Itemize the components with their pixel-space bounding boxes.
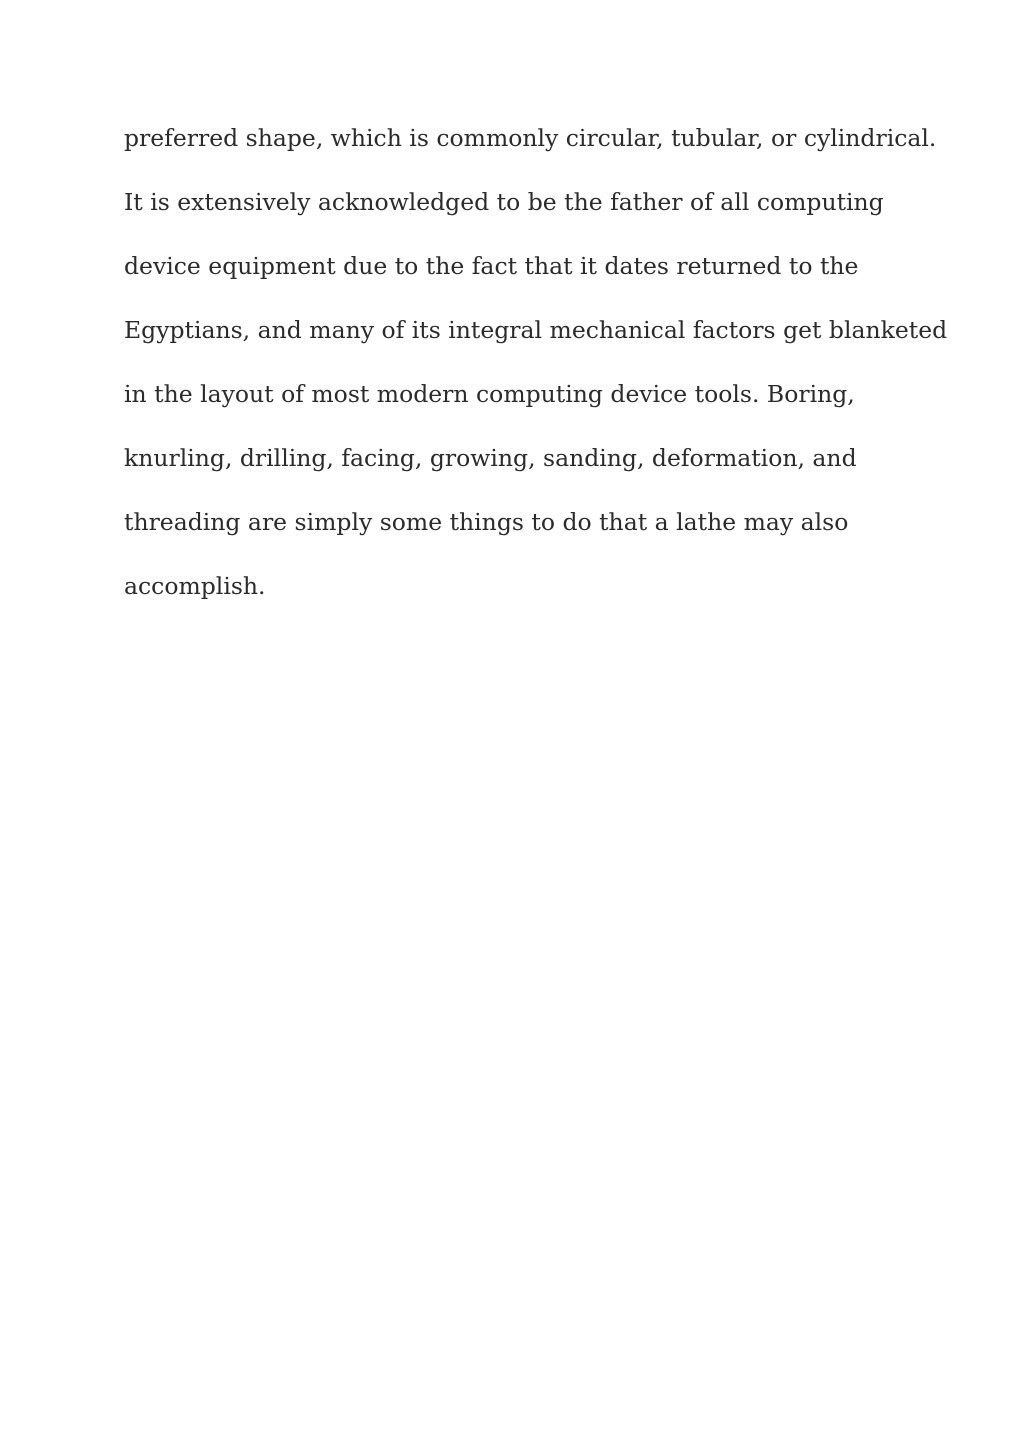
text-line: in the layout of most modern computing device tools. Boring, xyxy=(124,380,855,408)
text-line: preferred shape, which is commonly circular, tubular, or cylindrical. xyxy=(124,124,937,152)
text-line: accomplish. xyxy=(124,572,266,600)
text-line: threading are simply some things to do that a lathe may also xyxy=(124,508,849,536)
text-line: device equipment due to the fact that it dates returned to the xyxy=(124,252,859,280)
text-line: It is extensively acknowledged to be the father of all computing xyxy=(124,188,884,216)
body-paragraph xyxy=(124,114,948,626)
text-line: knurling, drilling, facing, growing, sanding, deformation, and xyxy=(124,444,857,472)
text-line: Egyptians, and many of its integral mechanical factors get blanketed xyxy=(124,316,948,344)
